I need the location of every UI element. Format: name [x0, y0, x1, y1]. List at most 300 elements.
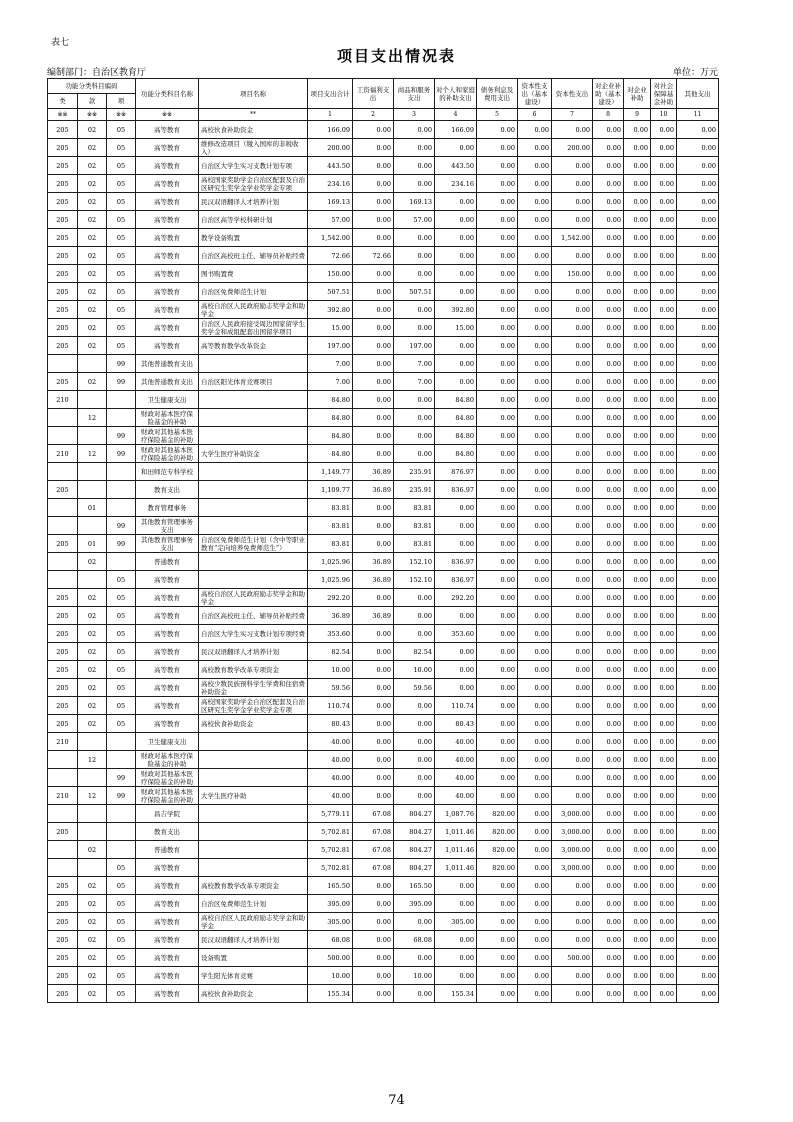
col-goods-services: 0.00: [394, 985, 435, 1003]
col-project-name: 高校伙食补助资金: [199, 121, 308, 139]
table-row: [48, 625, 719, 643]
col-item-code: 99: [107, 427, 136, 445]
col-section-code: 01: [78, 499, 107, 517]
col-category-code: 205: [48, 643, 78, 661]
col-enterprise-subsidy: 0.00: [624, 301, 651, 319]
col-social-security-subsidy: 0.00: [651, 985, 677, 1003]
col-subject-name: 高等教育: [136, 607, 199, 625]
col-project-name: [199, 481, 308, 499]
col-social-security-subsidy: 0.00: [651, 517, 677, 535]
col-social-security-subsidy: 0.00: [651, 121, 677, 139]
col-wage-welfare: 0.00: [353, 733, 394, 751]
col-total-expenditure: 200.00: [308, 139, 353, 157]
col-wage-welfare: 0.00: [353, 265, 394, 283]
col-project-name: 民汉双语翻译人才培养计划: [199, 931, 308, 949]
col-subject-name: 高等教育: [136, 301, 199, 319]
col-individual-family-subsidy: 0.00: [435, 373, 477, 391]
header-category-code: 类: [48, 94, 78, 109]
col-enterprise-subsidy: 0.00: [624, 733, 651, 751]
col-section-code: 02: [78, 139, 107, 157]
col-other-expenditure: 0.00: [677, 193, 719, 211]
col-project-name: 自治区高校班主任、辅导员补贴经费: [199, 247, 308, 265]
col-project-name: [199, 499, 308, 517]
col-enterprise-subsidy: 0.00: [624, 661, 651, 679]
col-capital-basic-construction: 0.00: [518, 535, 552, 553]
col-capital: 0.00: [552, 751, 593, 769]
col-wage-welfare: 0.00: [353, 283, 394, 301]
col-section-code: 02: [78, 175, 107, 193]
col-enterprise-subsidy-basic: 0.00: [593, 895, 624, 913]
col-subject-name: 财政对其他基本医疗保险基金的补助: [136, 445, 199, 463]
col-debt-interest: 0.00: [477, 607, 518, 625]
col-section-code: 02: [78, 589, 107, 607]
col-debt-interest: 0.00: [477, 355, 518, 373]
col-debt-interest: 0.00: [477, 499, 518, 517]
col-total-expenditure: 1,025.96: [308, 553, 353, 571]
col-total-expenditure: 395.09: [308, 895, 353, 913]
col-enterprise-subsidy-basic: 0.00: [593, 715, 624, 733]
col-total-expenditure: 7.00: [308, 355, 353, 373]
header-wage-welfare: 工资福利支出: [353, 79, 394, 109]
col-capital-basic-construction: 0.00: [518, 283, 552, 301]
col-project-name: 自治区高校班主任、辅导员补贴经费: [199, 607, 308, 625]
table-row: [48, 499, 719, 517]
col-debt-interest: 0.00: [477, 553, 518, 571]
table-row: [48, 463, 719, 481]
col-category-code: [48, 769, 78, 787]
col-capital-basic-construction: 0.00: [518, 877, 552, 895]
col-capital: 0.00: [552, 535, 593, 553]
col-social-security-subsidy: 0.00: [651, 967, 677, 985]
col-project-name: [199, 823, 308, 841]
col-project-name: [199, 355, 308, 373]
col-section-code: 02: [78, 265, 107, 283]
col-enterprise-subsidy: 0.00: [624, 463, 651, 481]
col-wage-welfare: 0.00: [353, 445, 394, 463]
col-wage-welfare: 0.00: [353, 931, 394, 949]
col-section-code: 02: [78, 373, 107, 391]
col-other-expenditure: 0.00: [677, 823, 719, 841]
col-debt-interest: 0.00: [477, 877, 518, 895]
col-debt-interest: 0.00: [477, 463, 518, 481]
col-wage-welfare: 72.66: [353, 247, 394, 265]
col-debt-interest: 0.00: [477, 481, 518, 499]
col-other-expenditure: 0.00: [677, 481, 719, 499]
col-total-expenditure: 165.50: [308, 877, 353, 895]
col-capital-basic-construction: 0.00: [518, 769, 552, 787]
col-social-security-subsidy: 0.00: [651, 823, 677, 841]
col-total-expenditure: 57.00: [308, 211, 353, 229]
col-category-code: [48, 409, 78, 427]
col-subject-name: 卫生健康支出: [136, 733, 199, 751]
col-section-code: 02: [78, 985, 107, 1003]
col-project-name: [199, 769, 308, 787]
col-enterprise-subsidy-basic: 0.00: [593, 931, 624, 949]
col-subject-name: 教育支出: [136, 823, 199, 841]
col-total-expenditure: 5,702.81: [308, 823, 353, 841]
col-capital-basic-construction: 0.00: [518, 787, 552, 805]
col-wage-welfare: 0.00: [353, 373, 394, 391]
col-capital: 500.00: [552, 949, 593, 967]
col-category-code: [48, 517, 78, 535]
table-row: [48, 643, 719, 661]
col-social-security-subsidy: 0.00: [651, 895, 677, 913]
col-subject-name: 财政对其他基本医疗保险基金的补助: [136, 427, 199, 445]
col-individual-family-subsidy: 0.00: [435, 643, 477, 661]
table-row: [48, 805, 719, 823]
col-other-expenditure: 0.00: [677, 715, 719, 733]
col-capital: 0.00: [552, 733, 593, 751]
col-other-expenditure: 0.00: [677, 319, 719, 337]
col-goods-services: 0.00: [394, 787, 435, 805]
col-subject-name: 高等教育: [136, 193, 199, 211]
col-social-security-subsidy: 0.00: [651, 409, 677, 427]
col-category-code: 210: [48, 391, 78, 409]
col-other-expenditure: 0.00: [677, 949, 719, 967]
col-capital-basic-construction: 0.00: [518, 697, 552, 715]
col-section-code: 12: [78, 445, 107, 463]
col-category-code: 205: [48, 625, 78, 643]
col-capital: 0.00: [552, 481, 593, 499]
col-other-expenditure: 0.00: [677, 535, 719, 553]
col-enterprise-subsidy-basic: 0.00: [593, 643, 624, 661]
table-row: [48, 607, 719, 625]
col-other-expenditure: 0.00: [677, 301, 719, 319]
col-capital: 0.00: [552, 715, 593, 733]
col-social-security-subsidy: 0.00: [651, 769, 677, 787]
col-item-code: 05: [107, 931, 136, 949]
header-capital-basic-construction: 资本性支出（基本建设）: [518, 79, 552, 109]
col-project-name: [199, 409, 308, 427]
col-individual-family-subsidy: 292.20: [435, 589, 477, 607]
col-other-expenditure: 0.00: [677, 589, 719, 607]
col-other-expenditure: 0.00: [677, 877, 719, 895]
col-social-security-subsidy: 0.00: [651, 139, 677, 157]
col-goods-services: 83.81: [394, 517, 435, 535]
col-social-security-subsidy: 0.00: [651, 265, 677, 283]
col-individual-family-subsidy: 15.00: [435, 319, 477, 337]
col-individual-family-subsidy: 0.00: [435, 283, 477, 301]
col-item-code: 05: [107, 949, 136, 967]
col-subject-name: 高等教育: [136, 211, 199, 229]
col-total-expenditure: 59.56: [308, 679, 353, 697]
col-total-expenditure: 150.00: [308, 265, 353, 283]
col-capital: 0.00: [552, 661, 593, 679]
col-enterprise-subsidy-basic: 0.00: [593, 787, 624, 805]
col-other-expenditure: 0.00: [677, 805, 719, 823]
col-project-name: [199, 391, 308, 409]
col-goods-services: 0.00: [394, 157, 435, 175]
col-subject-name: 高等教育: [136, 247, 199, 265]
col-other-expenditure: 0.00: [677, 859, 719, 877]
col-other-expenditure: 0.00: [677, 175, 719, 193]
meta-row: [47, 65, 718, 78]
col-social-security-subsidy: 0.00: [651, 499, 677, 517]
col-total-expenditure: 110.74: [308, 697, 353, 715]
col-section-code: [78, 517, 107, 535]
col-debt-interest: 0.00: [477, 949, 518, 967]
col-social-security-subsidy: 0.00: [651, 373, 677, 391]
col-enterprise-subsidy: 0.00: [624, 571, 651, 589]
col-wage-welfare: 0.00: [353, 625, 394, 643]
col-social-security-subsidy: 0.00: [651, 391, 677, 409]
col-capital-basic-construction: 0.00: [518, 211, 552, 229]
col-capital-basic-construction: 0.00: [518, 643, 552, 661]
col-project-name: 高等教育教学改革资金: [199, 337, 308, 355]
col-capital-basic-construction: 0.00: [518, 373, 552, 391]
col-subject-name: 教育管理事务: [136, 499, 199, 517]
col-individual-family-subsidy: 0.00: [435, 355, 477, 373]
header-goods-services: 商品和服务支出: [394, 79, 435, 109]
col-enterprise-subsidy: 0.00: [624, 643, 651, 661]
col-social-security-subsidy: 0.00: [651, 949, 677, 967]
col-capital: 0.00: [552, 643, 593, 661]
col-enterprise-subsidy: 0.00: [624, 967, 651, 985]
col-category-code: 205: [48, 661, 78, 679]
col-debt-interest: 0.00: [477, 427, 518, 445]
col-wage-welfare: 0.00: [353, 337, 394, 355]
col-capital: 0.00: [552, 571, 593, 589]
table-row: [48, 409, 719, 427]
col-subject-name: 高等教育: [136, 157, 199, 175]
col-other-expenditure: 0.00: [677, 769, 719, 787]
col-capital: 0.00: [552, 175, 593, 193]
col-enterprise-subsidy-basic: 0.00: [593, 823, 624, 841]
marker-cell: 2: [353, 109, 394, 121]
col-other-expenditure: 0.00: [677, 499, 719, 517]
col-enterprise-subsidy-basic: 0.00: [593, 283, 624, 301]
col-capital-basic-construction: 0.00: [518, 625, 552, 643]
col-total-expenditure: 392.80: [308, 301, 353, 319]
col-section-code: 12: [78, 787, 107, 805]
col-enterprise-subsidy-basic: 0.00: [593, 949, 624, 967]
col-goods-services: 0.00: [394, 391, 435, 409]
col-capital: 0.00: [552, 283, 593, 301]
col-capital-basic-construction: 0.00: [518, 949, 552, 967]
col-section-code: 02: [78, 283, 107, 301]
col-capital: 0.00: [552, 355, 593, 373]
col-individual-family-subsidy: 836.97: [435, 553, 477, 571]
col-social-security-subsidy: 0.00: [651, 553, 677, 571]
col-debt-interest: 820.00: [477, 805, 518, 823]
budget-table: [47, 78, 719, 1003]
col-section-code: 02: [78, 661, 107, 679]
col-social-security-subsidy: 0.00: [651, 877, 677, 895]
col-section-code: 02: [78, 697, 107, 715]
col-enterprise-subsidy: 0.00: [624, 139, 651, 157]
col-capital-basic-construction: 0.00: [518, 841, 552, 859]
col-debt-interest: 0.00: [477, 967, 518, 985]
col-other-expenditure: 0.00: [677, 751, 719, 769]
col-goods-services: 57.00: [394, 211, 435, 229]
page-number: 74: [388, 1093, 405, 1108]
col-capital: 0.00: [552, 193, 593, 211]
col-enterprise-subsidy-basic: 0.00: [593, 175, 624, 193]
col-total-expenditure: 82.54: [308, 643, 353, 661]
col-capital-basic-construction: 0.00: [518, 715, 552, 733]
table-row: [48, 337, 719, 355]
col-individual-family-subsidy: 40.00: [435, 787, 477, 805]
col-enterprise-subsidy-basic: 0.00: [593, 535, 624, 553]
col-goods-services: 0.00: [394, 445, 435, 463]
col-category-code: [48, 427, 78, 445]
col-other-expenditure: 0.00: [677, 445, 719, 463]
col-wage-welfare: 0.00: [353, 211, 394, 229]
header-enterprise-subsidy: 对企业补助: [624, 79, 651, 109]
page-title: 项目支出情况表: [336, 47, 456, 65]
col-debt-interest: 0.00: [477, 643, 518, 661]
col-capital: 0.00: [552, 787, 593, 805]
col-enterprise-subsidy: 0.00: [624, 121, 651, 139]
col-subject-name: 高等教育: [136, 913, 199, 931]
col-item-code: 99: [107, 535, 136, 553]
col-item-code: 05: [107, 679, 136, 697]
col-goods-services: 395.09: [394, 895, 435, 913]
col-social-security-subsidy: 0.00: [651, 229, 677, 247]
col-debt-interest: 0.00: [477, 985, 518, 1003]
col-debt-interest: 0.00: [477, 715, 518, 733]
col-wage-welfare: 0.00: [353, 877, 394, 895]
col-debt-interest: 0.00: [477, 193, 518, 211]
col-other-expenditure: 0.00: [677, 787, 719, 805]
col-debt-interest: 0.00: [477, 301, 518, 319]
col-category-code: [48, 751, 78, 769]
col-enterprise-subsidy: 0.00: [624, 175, 651, 193]
header-section-code: 款: [78, 94, 107, 109]
table-body: [48, 121, 719, 1003]
col-goods-services: 197.00: [394, 337, 435, 355]
col-project-name: [199, 841, 308, 859]
col-wage-welfare: 0.00: [353, 697, 394, 715]
col-item-code: [107, 409, 136, 427]
col-other-expenditure: 0.00: [677, 373, 719, 391]
col-enterprise-subsidy: 0.00: [624, 553, 651, 571]
marker-cell: 3: [394, 109, 435, 121]
col-debt-interest: 0.00: [477, 625, 518, 643]
col-wage-welfare: 0.00: [353, 535, 394, 553]
col-enterprise-subsidy: 0.00: [624, 247, 651, 265]
col-item-code: 05: [107, 895, 136, 913]
col-enterprise-subsidy-basic: 0.00: [593, 265, 624, 283]
col-category-code: 205: [48, 139, 78, 157]
col-debt-interest: 0.00: [477, 661, 518, 679]
col-capital: 0.00: [552, 409, 593, 427]
col-total-expenditure: 5,779.11: [308, 805, 353, 823]
col-section-code: 02: [78, 877, 107, 895]
col-enterprise-subsidy-basic: 0.00: [593, 733, 624, 751]
table-row: [48, 373, 719, 391]
col-subject-name: 其他教育管理事务支出: [136, 517, 199, 535]
col-subject-name: 普通教育: [136, 841, 199, 859]
col-enterprise-subsidy: 0.00: [624, 355, 651, 373]
col-project-name: 维修改造项目（缴入国库的非税收入）: [199, 139, 308, 157]
col-social-security-subsidy: 0.00: [651, 445, 677, 463]
col-social-security-subsidy: 0.00: [651, 751, 677, 769]
col-total-expenditure: 84.80: [308, 427, 353, 445]
col-enterprise-subsidy-basic: 0.00: [593, 391, 624, 409]
col-goods-services: 0.00: [394, 427, 435, 445]
col-social-security-subsidy: 0.00: [651, 661, 677, 679]
col-enterprise-subsidy-basic: 0.00: [593, 805, 624, 823]
col-capital: 3,000.00: [552, 805, 593, 823]
col-project-name: 设备购置: [199, 949, 308, 967]
col-other-expenditure: 0.00: [677, 679, 719, 697]
col-capital-basic-construction: 0.00: [518, 445, 552, 463]
col-capital-basic-construction: 0.00: [518, 301, 552, 319]
col-enterprise-subsidy: 0.00: [624, 625, 651, 643]
col-total-expenditure: 1,109.77: [308, 481, 353, 499]
col-enterprise-subsidy-basic: 0.00: [593, 589, 624, 607]
col-total-expenditure: 305.00: [308, 913, 353, 931]
col-subject-name: 财政对基本医疗保险基金的补助: [136, 409, 199, 427]
col-enterprise-subsidy-basic: 0.00: [593, 409, 624, 427]
table-row: [48, 301, 719, 319]
col-subject-name: 高等教育: [136, 895, 199, 913]
col-item-code: [107, 499, 136, 517]
col-capital: 0.00: [552, 913, 593, 931]
col-project-name: 自治区阳光体育竞赛项目: [199, 373, 308, 391]
col-section-code: 02: [78, 301, 107, 319]
col-enterprise-subsidy: 0.00: [624, 499, 651, 517]
col-individual-family-subsidy: 0.00: [435, 337, 477, 355]
col-capital-basic-construction: 0.00: [518, 985, 552, 1003]
col-capital-basic-construction: 0.00: [518, 967, 552, 985]
col-category-code: 205: [48, 247, 78, 265]
col-category-code: [48, 355, 78, 373]
col-section-code: 02: [78, 607, 107, 625]
col-enterprise-subsidy: 0.00: [624, 895, 651, 913]
table-row: [48, 589, 719, 607]
col-other-expenditure: 0.00: [677, 409, 719, 427]
table-row: [48, 265, 719, 283]
col-category-code: 205: [48, 283, 78, 301]
col-individual-family-subsidy: 836.97: [435, 571, 477, 589]
table-row: [48, 535, 719, 553]
col-enterprise-subsidy: 0.00: [624, 751, 651, 769]
col-capital-basic-construction: 0.00: [518, 679, 552, 697]
col-individual-family-subsidy: 0.00: [435, 265, 477, 283]
col-goods-services: 0.00: [394, 139, 435, 157]
col-debt-interest: 0.00: [477, 139, 518, 157]
col-goods-services: 0.00: [394, 697, 435, 715]
marker-cell: 9: [624, 109, 651, 121]
col-wage-welfare: 36.89: [353, 607, 394, 625]
col-individual-family-subsidy: 84.80: [435, 445, 477, 463]
header-social-security-subsidy: 对社会保障基金补助: [651, 79, 677, 109]
col-subject-name: 和田师范专科学校: [136, 463, 199, 481]
col-debt-interest: 0.00: [477, 157, 518, 175]
col-section-code: [78, 823, 107, 841]
col-wage-welfare: 36.89: [353, 481, 394, 499]
col-item-code: [107, 463, 136, 481]
col-subject-name: 高等教育: [136, 625, 199, 643]
header-total-expenditure: 项目支出合计: [308, 79, 353, 109]
col-project-name: [199, 751, 308, 769]
col-total-expenditure: 5,702.81: [308, 859, 353, 877]
col-goods-services: 169.13: [394, 193, 435, 211]
col-enterprise-subsidy: 0.00: [624, 427, 651, 445]
col-debt-interest: 820.00: [477, 859, 518, 877]
col-total-expenditure: 84.80: [308, 409, 353, 427]
col-other-expenditure: 0.00: [677, 697, 719, 715]
col-project-name: 高校少数民族预科学生学费和住宿费补助资金: [199, 679, 308, 697]
col-category-code: 205: [48, 985, 78, 1003]
col-category-code: 205: [48, 193, 78, 211]
col-capital-basic-construction: 0.00: [518, 193, 552, 211]
col-item-code: [107, 751, 136, 769]
col-social-security-subsidy: 0.00: [651, 211, 677, 229]
col-item-code: 99: [107, 787, 136, 805]
